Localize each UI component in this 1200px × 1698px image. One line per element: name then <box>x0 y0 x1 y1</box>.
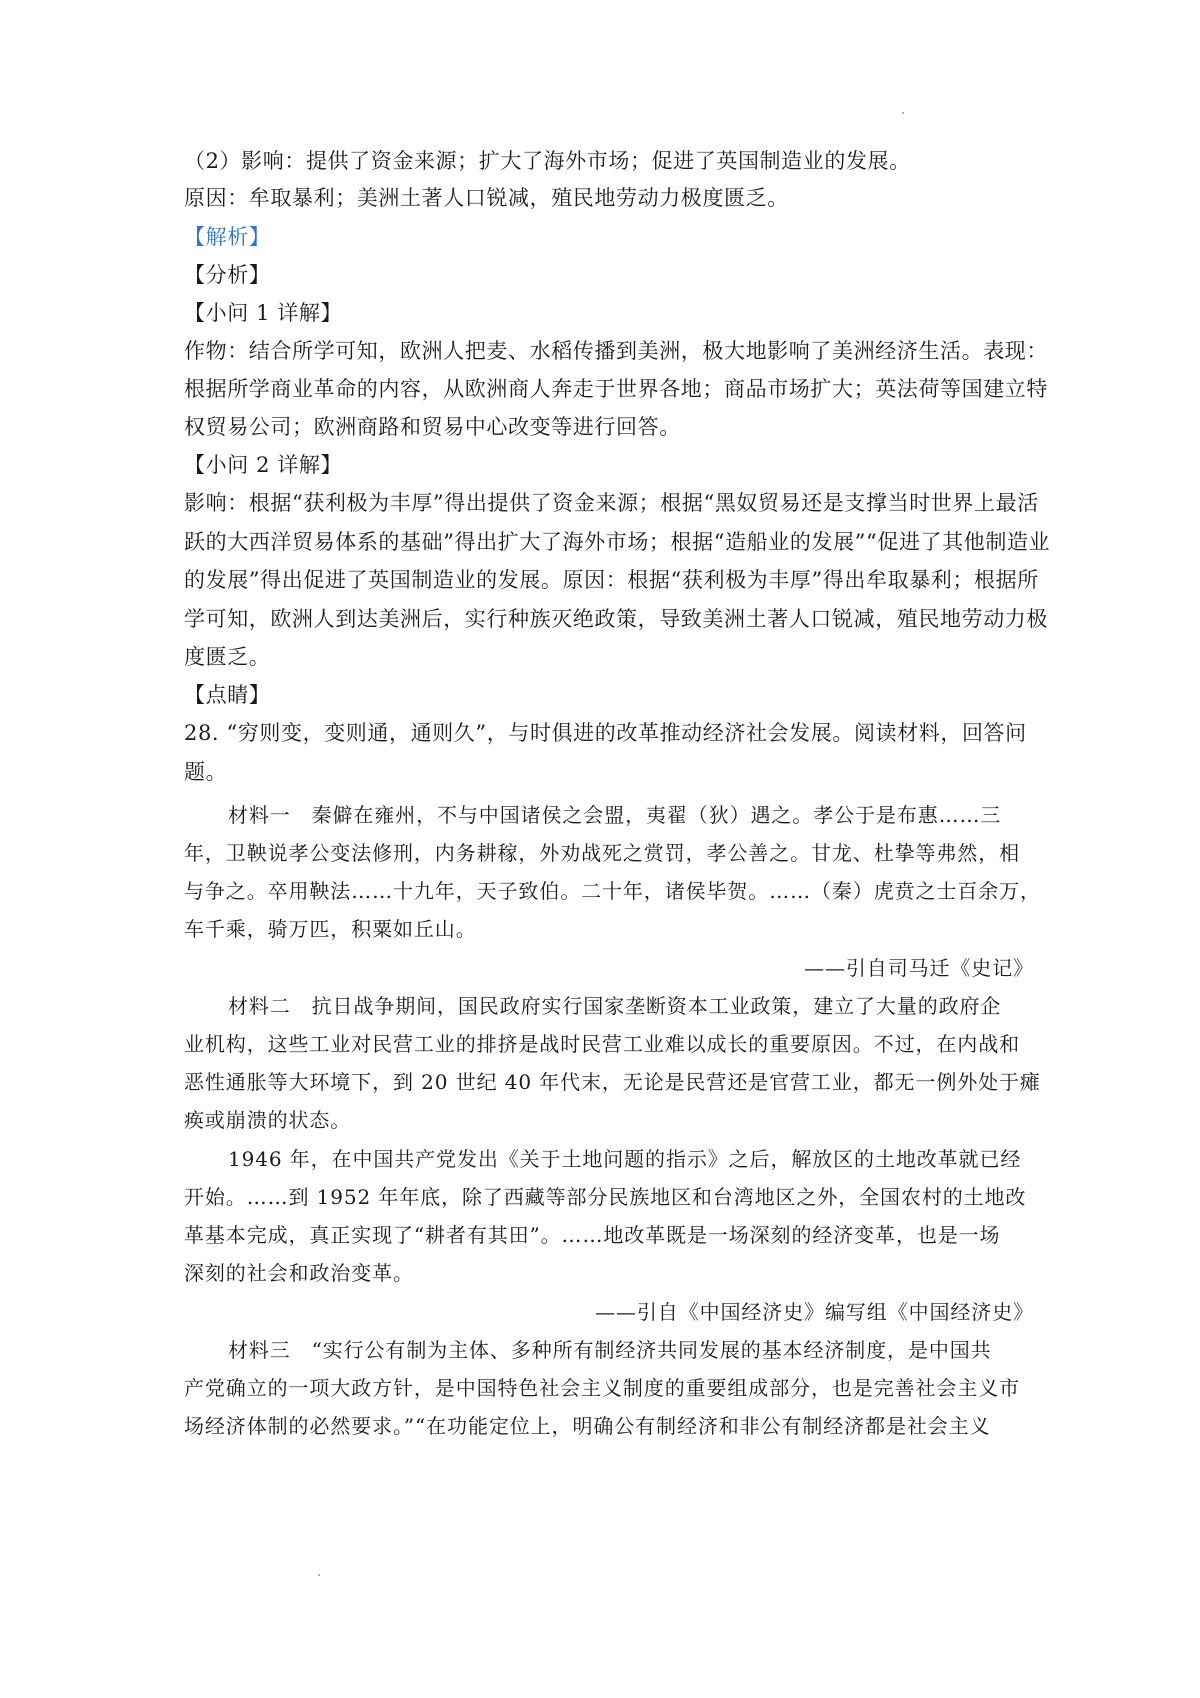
material-2-citation: ——引自《中国经济史》编写组《中国经济史》 <box>595 1300 1034 1324</box>
q28-prompt-line-1: 28. “穷则变，变则通，通则久”，与时俱进的改革推动经济社会发展。阅读材料，回答问 <box>184 721 1027 745</box>
material-1-line-4: 车千乘，骑万匹，积粟如丘山。 <box>184 917 477 941</box>
q1-detail-heading: 【小问 1 详解】 <box>184 301 343 325</box>
material-2-line-8: 深刻的社会和政治变革。 <box>184 1261 414 1285</box>
fenxi-heading: 【分析】 <box>184 263 271 287</box>
material-1-citation: ——引自司马迁《史记》 <box>804 956 1034 980</box>
q2-text-line-1: 影响：根据“获利极为丰厚”得出提供了资金来源；根据“黑奴贸易还是支撑当时世界上最活 <box>184 491 1039 515</box>
analysis-heading: 【解析】 <box>184 225 271 249</box>
answer-influence: （2）影响：提供了资金来源；扩大了海外市场；促进了英国制造业的发展。 <box>184 149 911 173</box>
material-2-line-3: 恶性通胀等大环境下，到 20 世纪 40 年代末，无论是民营还是官营工业，都无一例外处于瘫 <box>184 1070 1041 1094</box>
material-2-line-7: 革基本完成，真正实现了“耕者有其田”。……地改革既是一场深刻的经济变革，也是一场 <box>184 1223 1001 1247</box>
material-2-line-5: 1946 年，在中国共产党发出《关于土地问题的指示》之后，解放区的土地改革就已经 <box>228 1147 1022 1171</box>
q1-text-line-3: 权贸易公司；欧洲商路和贸易中心改变等进行回答。 <box>184 415 681 439</box>
material-2-line-6: 开始。……到 1952 年年底，除了西藏等部分民族地区和台湾地区之外，全国农村的土地改 <box>184 1185 1027 1209</box>
material-2-line-4: 痪或崩溃的状态。 <box>184 1108 352 1132</box>
dianjing-heading: 【点睛】 <box>184 683 271 707</box>
material-2-line-2: 业机构，这些工业对民营工业的排挤是战时民营工业难以成长的重要原因。不过，在内战和 <box>184 1032 1020 1056</box>
q2-text-line-4: 学可知，欧洲人到达美洲后，实行种族灭绝政策，导致美洲土著人口锐减，殖民地劳动力极 <box>184 607 1048 631</box>
q28-prompt-line-2: 题。 <box>184 760 228 784</box>
material-3-line-1: 材料三 “实行公有制为主体、多种所有制经济共同发展的基本经济制度，是中国共 <box>228 1338 992 1362</box>
material-1-line-1: 材料一 秦僻在雍州，不与中国诸侯之会盟，夷翟（狄）遇之。孝公于是布惠……三 <box>228 803 1002 827</box>
material-1-line-2: 年，卫鞅说孝公变法修刑，内务耕稼，外劝战死之赏罚，孝公善之。甘龙、杜挚等弗然，相 <box>184 841 1020 865</box>
q1-text-line-2: 根据所学商业革命的内容，从欧洲商人奔走于世界各地；商品市场扩大；英法荷等国建立特 <box>184 377 1048 401</box>
scan-speck <box>318 1574 320 1576</box>
material-2-line-1: 材料二 抗日战争期间，国民政府实行国家垄断资本工业政策，建立了大量的政府企 <box>228 994 1002 1018</box>
q2-text-line-2: 跃的大西洋贸易体系的基础”得出扩大了海外市场；根据“造船业的发展”“促进了其他制造业 <box>184 530 1051 554</box>
material-3-line-3: 场经济体制的必然要求。”“在功能定位上，明确公有制经济和非公有制经济都是社会主义 <box>184 1414 991 1438</box>
material-1-line-3: 与争之。卒用鞅法……十九年，天子致伯。二十年，诸侯毕贺。……（秦）虎贲之士百余万， <box>184 879 1041 903</box>
q2-text-line-5: 度匮乏。 <box>184 645 271 669</box>
q2-detail-heading: 【小问 2 详解】 <box>184 453 343 477</box>
material-3-line-2: 产党确立的一项大政方针，是中国特色社会主义制度的重要组成部分，也是完善社会主义市 <box>184 1376 1020 1400</box>
scan-speck <box>902 112 904 114</box>
q1-text-line-1: 作物：结合所学可知，欧洲人把麦、水稻传播到美洲，极大地影响了美洲经济生活。表现： <box>184 339 1048 363</box>
q2-text-line-3: 的发展”得出促进了英国制造业的发展。原因：根据“获利极为丰厚”得出牟取暴利；根据所 <box>184 568 1039 592</box>
answer-reason: 原因：牟取暴利；美洲土著人口锐减，殖民地劳动力极度匮乏。 <box>184 186 789 210</box>
